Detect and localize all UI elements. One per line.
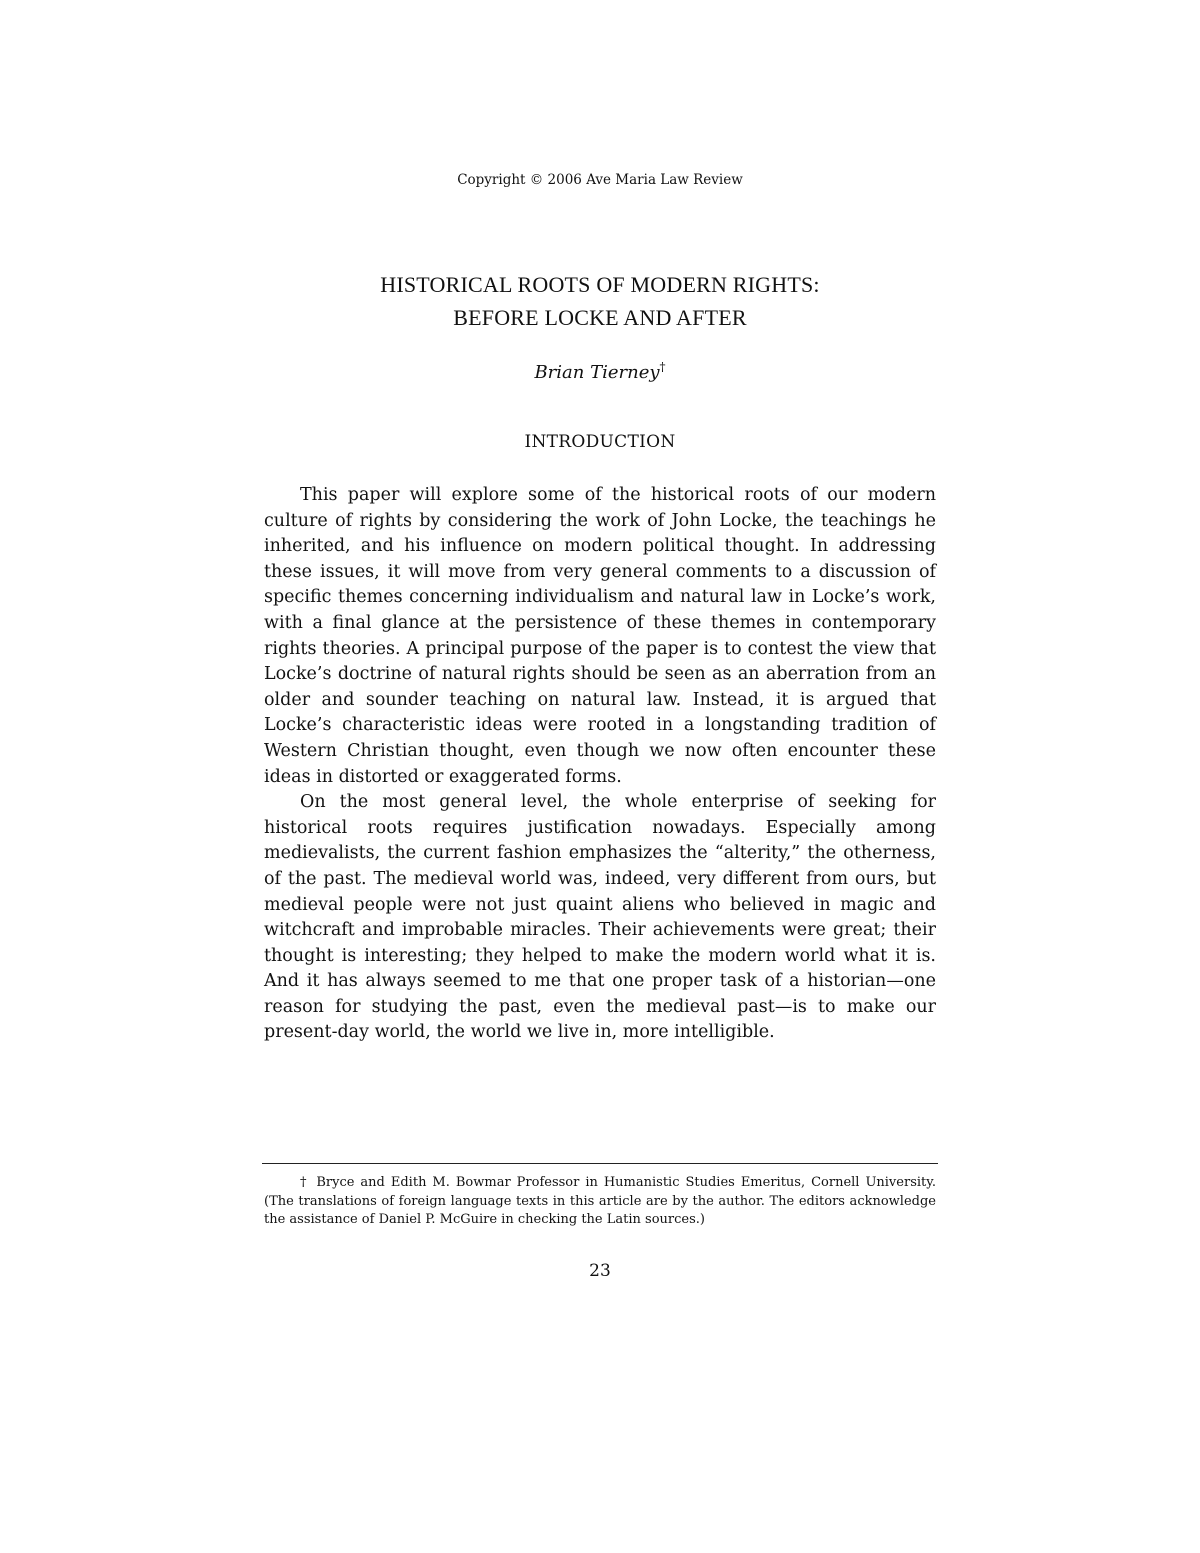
- footnote-text: Bryce and Edith M. Bowmar Professor in Humanistic Studies Emeritus, Cornell University. (The translations of foreign language texts in this article are by the author. The editors acknowledge the assistance of Daniel P. McGuire in checking the Latin sources.): [264, 1175, 936, 1227]
- footnote-mark: †: [300, 1175, 309, 1190]
- footnote: [264, 1174, 936, 1230]
- author-footnote-mark: †: [659, 360, 666, 374]
- page-number: 23: [589, 1261, 611, 1281]
- body-paragraph-2: On the most general level, the whole enterprise of seeking for historical roots requires justification nowadays. Especially among medievalists, the current fashion emphasizes the “alterity,” the otherness, of the past. The medieval world was, indeed, very different from ours, but medieval people were not just quaint aliens who believed in magic and witchcraft and improbable miracles. Their achievements were great; their thought is interesting; they helped to make the modern world what it is. And it has always seemed to me that one proper task of a historian—one reason for studying the past, even the medieval past—is to make our present-day world, the world we live in, more intelligible.: [264, 792, 936, 1043]
- section-heading: INTRODUCTION: [524, 432, 676, 452]
- author-name: Brian Tierney: [534, 362, 660, 383]
- body-paragraph-1: This paper will explore some of the historical roots of our modern culture of rights by considering the work of John Locke, the teachings he inherited, and his influence on modern political thought. In addressing these issues, it will move from very general comments to a discussion of specific themes concerning individualism and natural law in Locke’s work, with a final glance at the persistence of these themes in contemporary rights theories. A principal purpose of the paper is to contest the view that Locke’s doctrine of natural rights should be seen as an aberration from an older and sounder teaching on natural law. Instead, it is argued that Locke’s characteristic ideas were rooted in a longstanding tradition of Western Christian thought, even though we now often encounter these ideas in distorted or exaggerated forms.: [264, 485, 936, 787]
- footnote-divider: [262, 1163, 938, 1164]
- author-byline: [0, 360, 1200, 383]
- article-title-line-2: BEFORE LOCKE AND AFTER: [453, 305, 747, 330]
- article-title-line-1: HISTORICAL ROOTS OF MODERN RIGHTS:: [380, 272, 820, 297]
- article-body: [264, 483, 936, 1046]
- copyright-notice: Copyright © 2006 Ave Maria Law Review: [457, 172, 743, 188]
- article-title: [0, 268, 1200, 334]
